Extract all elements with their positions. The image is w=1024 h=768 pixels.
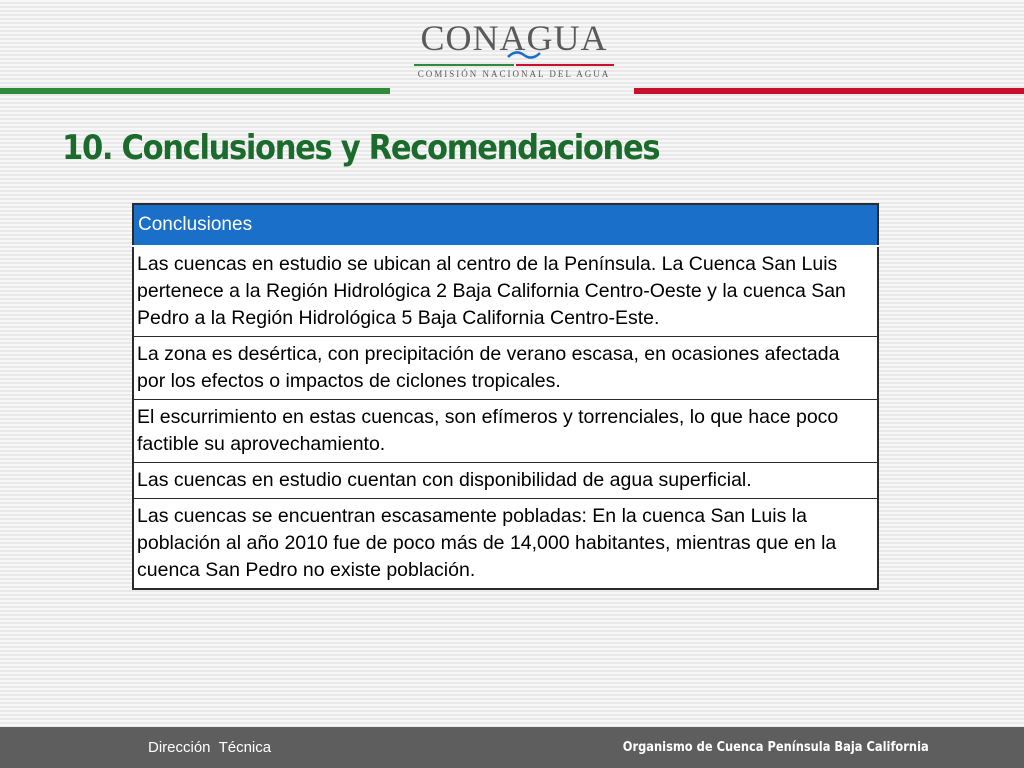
footer-department: Dirección Técnica (148, 739, 272, 756)
table-row (133, 463, 878, 499)
conclusion-cell-runoff: El escurrimiento en estas cuencas, son efímeros y torrenciales, lo que hace poco factible su aprovechamiento. (133, 400, 878, 463)
table-row (133, 246, 878, 337)
footer-organization: Organismo de Cuenca Península Baja California (623, 740, 929, 755)
table-row (133, 400, 878, 463)
conagua-logo (412, 18, 616, 79)
slide-title: 10. Conclusiones y Recomendaciones (62, 128, 660, 168)
conclusion-cell-population: Las cuencas se encuentran escasamente pobladas: En la cuenca San Luis la población al año 2010 fue de poco más de 14,000 habitantes, mientras que en la cuenca San Pedro no existe población. (133, 499, 878, 590)
table-row (133, 337, 878, 400)
header-stripe-red (634, 88, 1024, 94)
logo-rule-red (516, 64, 614, 66)
table-header-row (133, 204, 878, 246)
table-header: Conclusiones (133, 204, 878, 246)
conclusions-table (132, 203, 879, 590)
water-wave-icon (506, 48, 542, 62)
logo-subtitle: COMISIÓN NACIONAL DEL AGUA (417, 69, 611, 79)
logo-wordmark: CONAGUA (420, 18, 608, 58)
logo-rule-green (414, 64, 514, 66)
table-row (133, 499, 878, 590)
conclusion-cell-location: Las cuencas en estudio se ubican al centro de la Península. La Cuenca San Luis pertenece a la Región Hidrológica 2 Baja California Centro-Oeste y la cuenca San Pedro a la Región Hidrológica 5 Baja California Centro-Este. (133, 246, 878, 337)
conclusion-cell-availability: Las cuencas en estudio cuentan con disponibilidad de agua superficial. (133, 463, 878, 499)
header-stripe-green (0, 88, 390, 94)
conclusion-cell-climate: La zona es desértica, con precipitación de verano escasa, en ocasiones afectada por los efectos o impactos de ciclones tropicales. (133, 337, 878, 400)
footer-bar (0, 727, 1024, 768)
